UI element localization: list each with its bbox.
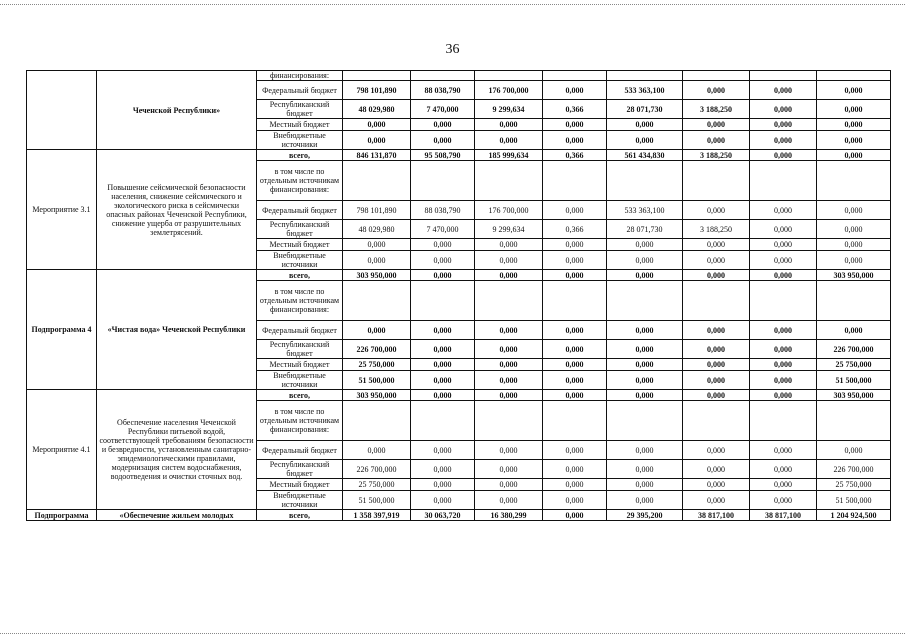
value-cell: 0,000: [817, 321, 891, 340]
page-number: 36: [445, 42, 460, 57]
value-cell: 0,000: [683, 201, 750, 220]
value-cell: 7 470,000: [411, 100, 475, 119]
scan-artifact-bottom: [0, 633, 905, 635]
value-cell: 0,000: [411, 460, 475, 479]
value-cell: 0,000: [411, 119, 475, 131]
scan-artifact-top: [0, 4, 905, 6]
value-cell: 303 950,000: [817, 270, 891, 281]
source-label: всего,: [257, 510, 343, 521]
value-cell: 25 750,000: [817, 359, 891, 371]
value-cell: 48 029,980: [343, 220, 411, 239]
value-cell: 0,000: [750, 119, 817, 131]
empty-cell: [411, 71, 475, 81]
row-name: Чеченской Республики»: [97, 71, 257, 150]
value-cell: 0,000: [750, 340, 817, 359]
value-cell: 25 750,000: [343, 479, 411, 491]
value-cell: 226 700,000: [343, 340, 411, 359]
value-cell: 176 700,000: [475, 201, 543, 220]
value-cell: 0,000: [683, 460, 750, 479]
source-label: Внебюджетные источники: [257, 371, 343, 390]
value-cell: 0,000: [411, 441, 475, 460]
empty-cell: [543, 401, 607, 441]
empty-cell: [817, 281, 891, 321]
value-cell: 88 038,790: [411, 201, 475, 220]
empty-cell: [411, 281, 475, 321]
value-cell: 0,000: [543, 491, 607, 510]
source-label: Республиканский бюджет: [257, 460, 343, 479]
value-cell: 0,000: [750, 150, 817, 161]
value-cell: 1 358 397,919: [343, 510, 411, 521]
value-cell: 0,000: [475, 239, 543, 251]
empty-cell: [343, 71, 411, 81]
value-cell: 0,000: [411, 270, 475, 281]
value-cell: 0,000: [607, 321, 683, 340]
empty-cell: [683, 161, 750, 201]
empty-cell: [683, 71, 750, 81]
value-cell: 303 950,000: [343, 390, 411, 401]
value-cell: 0,000: [543, 131, 607, 150]
value-cell: 0,000: [683, 81, 750, 100]
empty-cell: [475, 71, 543, 81]
budget-table: [26, 70, 891, 521]
value-cell: 798 101,890: [343, 81, 411, 100]
value-cell: 0,000: [475, 371, 543, 390]
value-cell: 0,000: [683, 239, 750, 251]
value-cell: 0,000: [475, 390, 543, 401]
empty-cell: [411, 401, 475, 441]
value-cell: 0,000: [543, 340, 607, 359]
row-code: [27, 71, 97, 150]
value-cell: 0,000: [475, 131, 543, 150]
value-cell: 0,000: [411, 491, 475, 510]
value-cell: 0,000: [607, 340, 683, 359]
value-cell: 0,366: [543, 100, 607, 119]
value-cell: 0,000: [475, 479, 543, 491]
value-cell: 0,000: [817, 239, 891, 251]
row-code: Подпрограмма 4: [27, 270, 97, 390]
value-cell: 0,000: [543, 510, 607, 521]
value-cell: 48 029,980: [343, 100, 411, 119]
value-cell: 29 395,200: [607, 510, 683, 521]
value-cell: 0,000: [607, 119, 683, 131]
value-cell: 0,000: [343, 239, 411, 251]
source-label: Местный бюджет: [257, 119, 343, 131]
value-cell: 0,000: [543, 479, 607, 491]
value-cell: 0,000: [607, 239, 683, 251]
value-cell: 0,000: [607, 359, 683, 371]
table-body: [27, 71, 891, 521]
value-cell: 0,000: [750, 479, 817, 491]
value-cell: 0,000: [817, 100, 891, 119]
value-cell: 0,000: [683, 131, 750, 150]
value-cell: 0,000: [750, 131, 817, 150]
value-cell: 0,000: [750, 390, 817, 401]
empty-cell: [817, 71, 891, 81]
value-cell: 0,000: [543, 441, 607, 460]
value-cell: 0,000: [683, 321, 750, 340]
value-cell: 0,000: [543, 359, 607, 371]
value-cell: 0,000: [475, 119, 543, 131]
empty-cell: [607, 161, 683, 201]
value-cell: 561 434,830: [607, 150, 683, 161]
value-cell: 798 101,890: [343, 201, 411, 220]
empty-cell: [750, 161, 817, 201]
value-cell: 0,000: [750, 201, 817, 220]
row-code: Мероприятие 4.1: [27, 390, 97, 510]
value-cell: 0,000: [475, 441, 543, 460]
value-cell: 0,000: [343, 119, 411, 131]
source-label: Местный бюджет: [257, 479, 343, 491]
value-cell: 176 700,000: [475, 81, 543, 100]
value-cell: 0,000: [475, 321, 543, 340]
value-cell: 0,000: [607, 491, 683, 510]
source-label: всего,: [257, 390, 343, 401]
empty-cell: [543, 71, 607, 81]
value-cell: 0,000: [343, 441, 411, 460]
source-label: Федеральный бюджет: [257, 81, 343, 100]
value-cell: 533 363,100: [607, 201, 683, 220]
value-cell: 0,000: [543, 390, 607, 401]
value-cell: 0,000: [750, 460, 817, 479]
value-cell: 226 700,000: [817, 460, 891, 479]
value-cell: 0,000: [607, 251, 683, 270]
table-row: [27, 71, 891, 81]
value-cell: 0,000: [543, 201, 607, 220]
empty-cell: [817, 401, 891, 441]
empty-cell: [750, 281, 817, 321]
empty-cell: [475, 281, 543, 321]
value-cell: 0,000: [411, 479, 475, 491]
empty-cell: [475, 401, 543, 441]
source-label: Республиканский бюджет: [257, 100, 343, 119]
value-cell: 226 700,000: [817, 340, 891, 359]
source-label: Федеральный бюджет: [257, 441, 343, 460]
value-cell: 0,000: [750, 100, 817, 119]
value-cell: 0,000: [475, 270, 543, 281]
source-label: в том числе по отдельным источникам финансирования:: [257, 281, 343, 321]
value-cell: 303 950,000: [817, 390, 891, 401]
value-cell: 0,000: [475, 491, 543, 510]
value-cell: 0,000: [543, 119, 607, 131]
value-cell: 0,000: [817, 251, 891, 270]
value-cell: 0,000: [411, 359, 475, 371]
value-cell: 0,000: [750, 321, 817, 340]
value-cell: 3 188,250: [683, 150, 750, 161]
value-cell: 9 299,634: [475, 100, 543, 119]
value-cell: 0,000: [543, 239, 607, 251]
empty-cell: [607, 71, 683, 81]
value-cell: 0,000: [543, 81, 607, 100]
source-label: в том числе по отдельным источникам финансирования:: [257, 401, 343, 441]
value-cell: 1 204 924,500: [817, 510, 891, 521]
value-cell: 0,000: [411, 340, 475, 359]
value-cell: 51 500,000: [343, 491, 411, 510]
empty-cell: [343, 161, 411, 201]
source-label: Внебюджетные источники: [257, 491, 343, 510]
value-cell: 0,000: [750, 371, 817, 390]
value-cell: 0,000: [411, 390, 475, 401]
table-row: [27, 270, 891, 281]
source-label: Федеральный бюджет: [257, 201, 343, 220]
row-name: «Чистая вода» Чеченской Республики: [97, 270, 257, 390]
value-cell: 0,000: [607, 441, 683, 460]
value-cell: 0,000: [607, 460, 683, 479]
value-cell: 0,000: [750, 220, 817, 239]
source-label: в том числе по отдельным источникам финансирования:: [257, 161, 343, 201]
value-cell: 0,000: [683, 119, 750, 131]
value-cell: 28 071,730: [607, 220, 683, 239]
value-cell: 0,000: [683, 390, 750, 401]
value-cell: 0,000: [817, 201, 891, 220]
value-cell: 0,000: [543, 321, 607, 340]
value-cell: 0,000: [750, 270, 817, 281]
value-cell: 0,000: [683, 371, 750, 390]
value-cell: 0,000: [543, 371, 607, 390]
value-cell: 51 500,000: [343, 371, 411, 390]
value-cell: 25 750,000: [817, 479, 891, 491]
value-cell: 0,000: [411, 321, 475, 340]
source-label: Республиканский бюджет: [257, 340, 343, 359]
value-cell: 0,000: [411, 131, 475, 150]
row-code: Подпрограмма: [27, 510, 97, 521]
row-code: Мероприятие 3.1: [27, 150, 97, 270]
value-cell: 30 063,720: [411, 510, 475, 521]
value-cell: 0,000: [607, 131, 683, 150]
empty-cell: [343, 281, 411, 321]
value-cell: 0,000: [543, 460, 607, 479]
value-cell: 0,000: [817, 81, 891, 100]
empty-cell: [750, 71, 817, 81]
value-cell: 0,000: [817, 150, 891, 161]
empty-cell: [343, 401, 411, 441]
row-name: Обеспечение населения Чеченской Республики питьевой водой, соответствующей требованиям безопасности и безвредности, установленным санитарно-эпидемиологическими правилами, модернизация систем водоснабжения, водоотведения и очистки сточных вод.: [97, 390, 257, 510]
empty-cell: [683, 401, 750, 441]
value-cell: 88 038,790: [411, 81, 475, 100]
value-cell: 38 817,100: [750, 510, 817, 521]
value-cell: 0,366: [543, 150, 607, 161]
source-label: Внебюджетные источники: [257, 131, 343, 150]
empty-cell: [607, 401, 683, 441]
source-label: всего,: [257, 150, 343, 161]
row-name: Повышение сейсмической безопасности населения, снижение сейсмического и экологического риска в сейсмически опасных районах Чеченской Республики, снижение ущерба от разрушительных землетрясений.: [97, 150, 257, 270]
value-cell: 0,000: [750, 491, 817, 510]
empty-cell: [607, 281, 683, 321]
value-cell: 0,000: [683, 270, 750, 281]
value-cell: 0,000: [750, 441, 817, 460]
value-cell: 846 131,870: [343, 150, 411, 161]
table-row: [27, 150, 891, 161]
value-cell: 0,000: [750, 251, 817, 270]
value-cell: 0,000: [750, 359, 817, 371]
value-cell: 0,000: [411, 239, 475, 251]
value-cell: 0,000: [817, 220, 891, 239]
value-cell: 0,000: [817, 131, 891, 150]
value-cell: 0,000: [607, 479, 683, 491]
value-cell: 0,000: [683, 479, 750, 491]
value-cell: 0,000: [683, 251, 750, 270]
value-cell: 0,000: [683, 359, 750, 371]
value-cell: 0,000: [817, 441, 891, 460]
value-cell: 0,000: [543, 270, 607, 281]
value-cell: 0,366: [543, 220, 607, 239]
source-label: Внебюджетные источники: [257, 251, 343, 270]
empty-cell: [411, 161, 475, 201]
value-cell: 7 470,000: [411, 220, 475, 239]
value-cell: 226 700,000: [343, 460, 411, 479]
table-row: [27, 510, 891, 521]
value-cell: 0,000: [543, 251, 607, 270]
value-cell: 0,000: [343, 321, 411, 340]
value-cell: 0,000: [683, 340, 750, 359]
value-cell: 0,000: [475, 460, 543, 479]
empty-cell: [475, 161, 543, 201]
empty-cell: [750, 401, 817, 441]
value-cell: 0,000: [475, 359, 543, 371]
value-cell: 0,000: [475, 340, 543, 359]
value-cell: 0,000: [817, 119, 891, 131]
empty-cell: [543, 161, 607, 201]
value-cell: 0,000: [343, 131, 411, 150]
source-label: финансирования:: [257, 71, 343, 81]
value-cell: 28 071,730: [607, 100, 683, 119]
empty-cell: [683, 281, 750, 321]
value-cell: 303 950,000: [343, 270, 411, 281]
value-cell: 185 999,634: [475, 150, 543, 161]
row-name: «Обеспечение жильем молодых: [97, 510, 257, 521]
value-cell: 0,000: [683, 491, 750, 510]
value-cell: 95 508,790: [411, 150, 475, 161]
value-cell: 16 380,299: [475, 510, 543, 521]
empty-cell: [817, 161, 891, 201]
value-cell: 0,000: [683, 441, 750, 460]
value-cell: 533 363,100: [607, 81, 683, 100]
value-cell: 0,000: [607, 270, 683, 281]
value-cell: 51 500,000: [817, 371, 891, 390]
value-cell: 0,000: [411, 251, 475, 270]
value-cell: 0,000: [343, 251, 411, 270]
value-cell: 3 188,250: [683, 220, 750, 239]
value-cell: 38 817,100: [683, 510, 750, 521]
source-label: всего,: [257, 270, 343, 281]
source-label: Федеральный бюджет: [257, 321, 343, 340]
source-label: Республиканский бюджет: [257, 220, 343, 239]
source-label: Местный бюджет: [257, 239, 343, 251]
value-cell: 0,000: [607, 390, 683, 401]
value-cell: 0,000: [750, 81, 817, 100]
value-cell: 0,000: [411, 371, 475, 390]
value-cell: 3 188,250: [683, 100, 750, 119]
empty-cell: [543, 281, 607, 321]
value-cell: 0,000: [750, 239, 817, 251]
value-cell: 9 299,634: [475, 220, 543, 239]
source-label: Местный бюджет: [257, 359, 343, 371]
value-cell: 0,000: [607, 371, 683, 390]
value-cell: 25 750,000: [343, 359, 411, 371]
value-cell: 0,000: [475, 251, 543, 270]
table-row: [27, 390, 891, 401]
value-cell: 51 500,000: [817, 491, 891, 510]
